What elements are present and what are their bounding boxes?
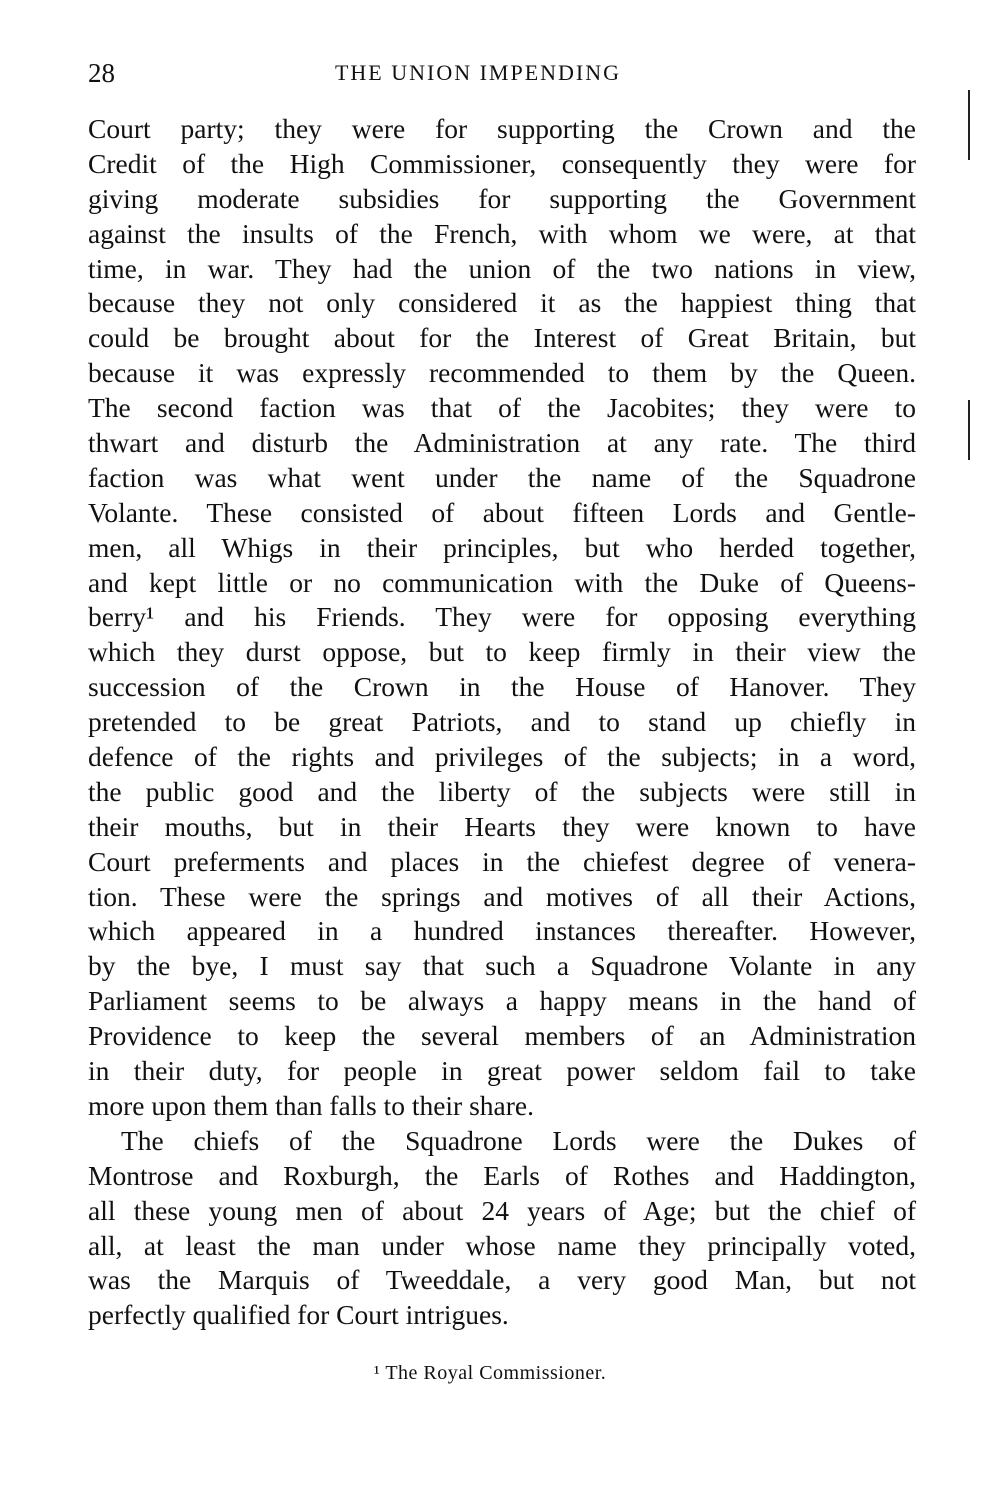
text-line: The second faction was that of the Jacobites; they were to	[88, 392, 916, 424]
text-line: because they not only considered it as the happiest thing that	[88, 287, 916, 319]
text-line: could be brought about for the Interest of Great Britain, but	[88, 322, 916, 354]
text-line: in their duty, for people in great power seldom fail to take	[88, 1055, 916, 1087]
text-line: tion. These were the springs and motives of all their Actions,	[88, 880, 916, 912]
paragraph	[88, 1124, 916, 1333]
text-line: and kept little or no communication with the Duke of Queens-	[88, 566, 916, 598]
text-line: giving moderate subsidies for supporting the Government	[88, 182, 916, 214]
text-line: succession of the Crown in the House of Hanover. They	[88, 671, 916, 703]
text-line: which appeared in a hundred instances thereafter. However,	[88, 915, 916, 947]
text-line: Court preferments and places in the chiefest degree of venera-	[88, 845, 916, 877]
text-line: faction was what went under the name of the Squadrone	[88, 461, 916, 493]
text-line: men, all Whigs in their principles, but who herded together,	[88, 531, 916, 563]
text-line: which they durst oppose, but to keep firmly in their view the	[88, 636, 916, 668]
text-line: Parliament seems to be always a happy means in the hand of	[88, 985, 916, 1017]
text-line: Providence to keep the several members of an Administration	[88, 1020, 916, 1052]
paragraph	[88, 112, 916, 1124]
body-text	[88, 112, 916, 1333]
text-line: berry¹ and his Friends. They were for opposing everything	[88, 601, 916, 633]
scan-edge-mark	[968, 400, 970, 460]
text-line: all these young men of about 24 years of Age; but the chief of	[88, 1194, 916, 1226]
text-line: their mouths, but in their Hearts they were known to have	[88, 810, 916, 842]
text-line: Credit of the High Commissioner, consequently they were for	[88, 147, 916, 179]
text-line: time, in war. They had the union of the two nations in view,	[88, 252, 916, 284]
text-line: pretended to be great Patriots, and to stand up chiefly in	[88, 706, 916, 738]
scan-edge-mark	[968, 90, 970, 160]
text-line: thwart and disturb the Administration at any rate. The third	[88, 427, 916, 459]
text-line: more upon them than falls to their share.	[88, 1089, 534, 1121]
page-number: 28	[88, 58, 115, 88]
text-line: against the insults of the French, with whom we were, at that	[88, 217, 916, 249]
text-line: perfectly qualified for Court intrigues.	[88, 1299, 509, 1331]
text-line: because it was expressly recommended to them by the Queen.	[88, 357, 916, 389]
text-line: by the bye, I must say that such a Squadrone Volante in any	[88, 950, 916, 982]
text-line: Montrose and Roxburgh, the Earls of Rothes and Haddington,	[88, 1159, 916, 1191]
text-line: defence of the rights and privileges of the subjects; in a word,	[88, 741, 916, 773]
text-line: was the Marquis of Tweeddale, a very good Man, but not	[88, 1264, 916, 1296]
text-line: the public good and the liberty of the subjects were still in	[88, 775, 916, 807]
text-line: Volante. These consisted of about fifteen Lords and Gentle-	[88, 496, 916, 528]
text-line: The chiefs of the Squadrone Lords were the Dukes of	[121, 1124, 916, 1156]
running-header	[88, 58, 916, 92]
text-line: all, at least the man under whose name they principally voted,	[88, 1229, 916, 1261]
footnote: ¹ The Royal Commissioner.	[373, 1362, 607, 1384]
running-title: THE UNION IMPENDING	[334, 60, 622, 85]
text-line: Court party; they were for supporting the Crown and the	[88, 113, 916, 144]
